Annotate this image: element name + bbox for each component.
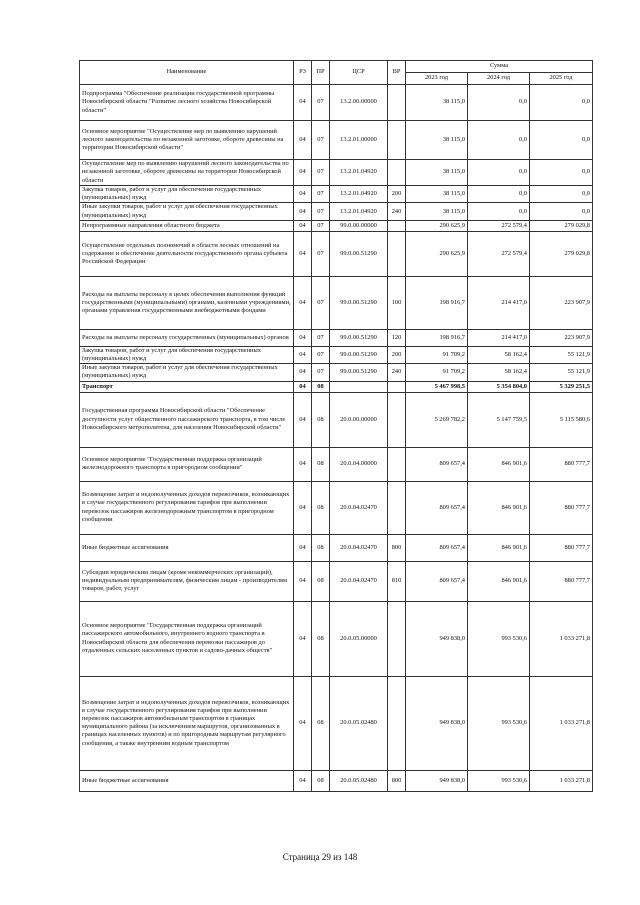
- row-rz: 04: [294, 481, 312, 534]
- row-csr: 20.0.04.00000: [330, 447, 388, 481]
- row-amount-2024: 846 901,6: [468, 481, 530, 534]
- row-amount-2025: 279 029,8: [530, 231, 593, 276]
- row-amount-2023: 91 709,2: [406, 364, 468, 381]
- row-vr: [388, 160, 406, 186]
- row-amount-2023: 38 115,0: [406, 160, 468, 186]
- row-rz: 04: [294, 561, 312, 601]
- row-vr: [388, 85, 406, 121]
- row-csr: 20.0.05.02480: [330, 770, 388, 791]
- row-pr: 08: [312, 392, 330, 447]
- row-name: Основное мероприятие "Государственная поддержка организаций пассажирского автомобильного, внутреннего водного транспорта в Новосибирской области для обеспечения перевозки пассажиров до отдаленных сельских населенных пунктов и садово-дачных обществ": [80, 601, 294, 676]
- row-vr: [388, 601, 406, 676]
- row-amount-2023: 198 916,7: [406, 329, 468, 346]
- row-amount-2023: 198 916,7: [406, 276, 468, 329]
- row-rz: 04: [294, 203, 312, 220]
- row-vr: [388, 676, 406, 770]
- header-year-2024: 2024 год: [468, 73, 530, 85]
- row-csr: 99.0.00.00000: [330, 220, 388, 231]
- row-vr: [388, 447, 406, 481]
- row-csr: 13.2.01.00000: [330, 121, 388, 160]
- row-name: Основное мероприятие "Государственная поддержка организаций железнодорожного транспорта в пригородном сообщении": [80, 447, 294, 481]
- row-csr: 99.0.00.51290: [330, 276, 388, 329]
- header-year-2025: 2025 год: [530, 73, 593, 85]
- table-row: [80, 220, 593, 231]
- row-pr: 07: [312, 231, 330, 276]
- row-pr: 08: [312, 561, 330, 601]
- table-row: [80, 534, 593, 561]
- row-amount-2023: 5 467 998,5: [406, 381, 468, 392]
- row-pr: 07: [312, 160, 330, 186]
- table-body: [80, 85, 593, 792]
- row-rz: 04: [294, 329, 312, 346]
- row-amount-2023: 809 657,4: [406, 534, 468, 561]
- row-amount-2023: 809 657,4: [406, 481, 468, 534]
- row-amount-2024: 0,0: [468, 121, 530, 160]
- row-name: Субсидии юридическим лицам (кроме некоммерческих организаций), индивидуальным предпринимателям, физическим лицам - производителям товаров, работ, услуг: [80, 561, 294, 601]
- row-name: Транспорт: [80, 381, 294, 392]
- row-name: Осуществление мер по выявлению нарушений лесного законодательства по незаконной заготовке, обороте древесины на территории Новосибирской области: [80, 160, 294, 186]
- table-row: [80, 231, 593, 276]
- row-amount-2024: 214 417,0: [468, 276, 530, 329]
- row-name: Иные бюджетные ассигнования: [80, 534, 294, 561]
- row-pr: 08: [312, 534, 330, 561]
- row-rz: 04: [294, 160, 312, 186]
- row-amount-2024: 214 417,0: [468, 329, 530, 346]
- table-row: [80, 160, 593, 186]
- row-amount-2024: 0,0: [468, 203, 530, 220]
- table-row: [80, 364, 593, 381]
- row-amount-2025: 880 777,7: [530, 447, 593, 481]
- row-name: Подпрограмма "Обеспечение реализации государственной программы Новосибирской области "Развитие лесного хозяйства Новосибирской области": [80, 85, 294, 121]
- row-name: Возмещение затрат и недополученных доходов перевозчиков, возникающих в случае государственного регулирования тарифов при выполнении перевозок пассажиров железнодорожным транспортом в пригородном сообщении: [80, 481, 294, 534]
- table-row: [80, 481, 593, 534]
- row-amount-2024: 58 162,4: [468, 364, 530, 381]
- row-name: Непрограммные направления областного бюджета: [80, 220, 294, 231]
- table-row: [80, 329, 593, 346]
- row-csr: 20.0.05.00000: [330, 601, 388, 676]
- row-amount-2025: 880 777,7: [530, 561, 593, 601]
- header-name: Наименование: [80, 61, 294, 85]
- row-vr: [388, 481, 406, 534]
- row-amount-2024: 846 901,6: [468, 561, 530, 601]
- row-vr: 200: [388, 186, 406, 203]
- row-pr: 07: [312, 276, 330, 329]
- row-pr: 08: [312, 770, 330, 791]
- row-amount-2024: 5 354 804,0: [468, 381, 530, 392]
- row-csr: 20.0.00.00000: [330, 392, 388, 447]
- row-rz: 04: [294, 186, 312, 203]
- row-vr: 810: [388, 561, 406, 601]
- header-rz: РЗ: [294, 61, 312, 85]
- table-header: [80, 61, 593, 85]
- row-amount-2025: 0,0: [530, 186, 593, 203]
- row-amount-2025: 0,0: [530, 85, 593, 121]
- row-pr: 07: [312, 364, 330, 381]
- row-pr: 08: [312, 481, 330, 534]
- row-csr: 99.0.00.51290: [330, 346, 388, 363]
- header-vr: ВР: [388, 61, 406, 85]
- row-rz: 04: [294, 220, 312, 231]
- row-csr: 13.2.00.00000: [330, 85, 388, 121]
- row-amount-2025: 279 029,8: [530, 220, 593, 231]
- row-csr: [330, 381, 388, 392]
- table-row: [80, 381, 593, 392]
- row-amount-2025: 0,0: [530, 160, 593, 186]
- row-csr: 13.2.01.04920: [330, 160, 388, 186]
- row-csr: 20.0.04.02470: [330, 481, 388, 534]
- row-amount-2025: 880 777,7: [530, 481, 593, 534]
- row-amount-2024: 993 530,6: [468, 601, 530, 676]
- row-amount-2025: 55 121,9: [530, 364, 593, 381]
- page-number: Страница 29 из 148: [282, 852, 358, 862]
- row-amount-2023: 290 625,9: [406, 231, 468, 276]
- budget-table: [79, 60, 593, 792]
- row-rz: 04: [294, 447, 312, 481]
- row-csr: 99.0.00.51290: [330, 231, 388, 276]
- row-pr: 08: [312, 447, 330, 481]
- row-rz: 04: [294, 534, 312, 561]
- row-amount-2024: 846 901,6: [468, 447, 530, 481]
- row-vr: [388, 220, 406, 231]
- row-rz: 04: [294, 346, 312, 363]
- row-csr: 99.0.00.51290: [330, 364, 388, 381]
- row-amount-2025: 880 777,7: [530, 534, 593, 561]
- row-pr: 07: [312, 85, 330, 121]
- table-row: [80, 203, 593, 220]
- row-pr: 07: [312, 220, 330, 231]
- row-pr: 08: [312, 381, 330, 392]
- table-row: [80, 392, 593, 447]
- row-name: Основное мероприятие "Осуществление мер по выявлению нарушений лесного законодательства по незаконной заготовке, обороте древесины на территории Новосибирской области": [80, 121, 294, 160]
- row-name: Иные закупки товаров, работ и услуг для обеспечения государственных (муниципальных) нужд: [80, 203, 294, 220]
- row-rz: 04: [294, 364, 312, 381]
- row-amount-2023: 290 625,9: [406, 220, 468, 231]
- row-amount-2025: 0,0: [530, 121, 593, 160]
- header-pr: ПР: [312, 61, 330, 85]
- row-vr: [388, 121, 406, 160]
- table-row: [80, 85, 593, 121]
- row-pr: 07: [312, 346, 330, 363]
- row-name: Закупка товаров, работ и услуг для обеспечения государственных (муниципальных) нужд: [80, 346, 294, 363]
- row-amount-2025: 223 907,9: [530, 276, 593, 329]
- table-row: [80, 447, 593, 481]
- row-vr: [388, 231, 406, 276]
- row-vr: 120: [388, 329, 406, 346]
- row-name: Иные закупки товаров, работ и услуг для обеспечения государственных (муниципальных) нужд: [80, 364, 294, 381]
- row-pr: 07: [312, 121, 330, 160]
- row-name: Расходы на выплаты персоналу государственных (муниципальных) органов: [80, 329, 294, 346]
- row-amount-2024: 846 901,6: [468, 534, 530, 561]
- row-amount-2025: 5 329 251,5: [530, 381, 593, 392]
- row-amount-2024: 58 162,4: [468, 346, 530, 363]
- row-rz: 04: [294, 392, 312, 447]
- header-csr: ЦСР: [330, 61, 388, 85]
- row-csr: 20.0.04.02470: [330, 561, 388, 601]
- row-pr: 07: [312, 329, 330, 346]
- row-name: Иные бюджетные ассигнования: [80, 770, 294, 791]
- table-row: [80, 676, 593, 770]
- header-year-2023: 2023 год: [406, 73, 468, 85]
- row-rz: 04: [294, 676, 312, 770]
- row-amount-2024: 993 530,6: [468, 770, 530, 791]
- table-row: [80, 346, 593, 363]
- row-amount-2023: 809 657,4: [406, 447, 468, 481]
- row-amount-2024: 0,0: [468, 85, 530, 121]
- row-name: Государственная программа Новосибирской области "Обеспечение доступности услуг общественного пассажирского транспорта, в том числе Новосибирского метрополитена, для населения Новосибирской области": [80, 392, 294, 447]
- table-row: [80, 121, 593, 160]
- header-sum: Сумма: [406, 61, 593, 73]
- row-amount-2024: 5 147 759,5: [468, 392, 530, 447]
- row-amount-2023: 38 115,0: [406, 203, 468, 220]
- row-amount-2025: 1 033 271,8: [530, 770, 593, 791]
- row-amount-2023: 949 838,0: [406, 770, 468, 791]
- row-amount-2023: 91 709,2: [406, 346, 468, 363]
- row-amount-2023: 38 115,0: [406, 121, 468, 160]
- row-name: Осуществление отдельных полномочий в области лесных отношений на содержание и обеспечение деятельности государственного органа субъекта Российской Федерации: [80, 231, 294, 276]
- row-amount-2025: 1 033 271,8: [530, 601, 593, 676]
- row-amount-2023: 38 115,0: [406, 186, 468, 203]
- row-amount-2025: 55 121,9: [530, 346, 593, 363]
- row-amount-2024: 0,0: [468, 160, 530, 186]
- row-csr: 20.0.05.02480: [330, 676, 388, 770]
- row-vr: [388, 392, 406, 447]
- row-csr: 20.0.04.02470: [330, 534, 388, 561]
- row-vr: [388, 381, 406, 392]
- row-amount-2023: 38 115,0: [406, 85, 468, 121]
- row-rz: 04: [294, 770, 312, 791]
- row-amount-2025: 1 033 271,8: [530, 676, 593, 770]
- row-csr: 13.2.01.04920: [330, 186, 388, 203]
- row-rz: 04: [294, 121, 312, 160]
- table-row: [80, 186, 593, 203]
- row-amount-2024: 0,0: [468, 186, 530, 203]
- row-amount-2023: 809 657,4: [406, 561, 468, 601]
- row-amount-2024: 993 530,6: [468, 676, 530, 770]
- table-row: [80, 276, 593, 329]
- row-vr: 240: [388, 364, 406, 381]
- row-amount-2024: 272 579,4: [468, 220, 530, 231]
- row-pr: 08: [312, 676, 330, 770]
- row-amount-2023: 949 838,0: [406, 601, 468, 676]
- row-vr: 200: [388, 346, 406, 363]
- row-amount-2023: 5 269 782,2: [406, 392, 468, 447]
- table-row: [80, 770, 593, 791]
- row-pr: 07: [312, 186, 330, 203]
- row-pr: 07: [312, 203, 330, 220]
- table-row: [80, 561, 593, 601]
- row-vr: 240: [388, 203, 406, 220]
- row-rz: 04: [294, 85, 312, 121]
- row-vr: 100: [388, 276, 406, 329]
- row-name: Возмещение затрат и недополученных доходов перевозчиков, возникающих в случае государственного регулирования тарифов при выполнении перевозок пассажиров автомобильным транспортом в границах муниципального района (за исключением маршрутов, организованных в границах населенных пунктов) и по пригородным маршрутам регулярного сообщения, а также внутренним водным транспортом: [80, 676, 294, 770]
- row-rz: 04: [294, 231, 312, 276]
- row-name: Расходы на выплаты персоналу в целях обеспечения выполнения функций государственными (муниципальными) органами, казенными учреждениями, органами управления государственными внебюджетными фондами: [80, 276, 294, 329]
- row-amount-2025: 5 115 580,6: [530, 392, 593, 447]
- row-rz: 04: [294, 276, 312, 329]
- row-amount-2023: 949 838,0: [406, 676, 468, 770]
- row-pr: 08: [312, 601, 330, 676]
- row-name: Закупка товаров, работ и услуг для обеспечения государственных (муниципальных) нужд: [80, 186, 294, 203]
- row-amount-2025: 223 907,9: [530, 329, 593, 346]
- table-row: [80, 601, 593, 676]
- row-vr: 800: [388, 534, 406, 561]
- row-vr: 800: [388, 770, 406, 791]
- row-amount-2025: 0,0: [530, 203, 593, 220]
- row-rz: 04: [294, 601, 312, 676]
- row-csr: 99.0.00.51290: [330, 329, 388, 346]
- row-amount-2024: 272 579,4: [468, 231, 530, 276]
- row-csr: 13.2.01.04920: [330, 203, 388, 220]
- row-rz: 04: [294, 381, 312, 392]
